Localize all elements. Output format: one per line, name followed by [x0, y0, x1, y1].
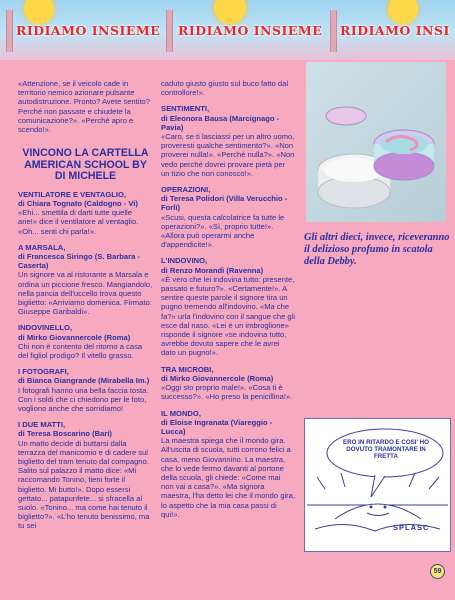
intro-text: «Attenzione, se il veicolo cade in territorio nemico azionare pulsante autodistruzione. Pronto? Avete sentito? Perché non passate e chiudete la comunicazione?». «Perché apro e scendo!».: [18, 79, 150, 135]
banner-divider: [6, 10, 13, 52]
sunset-cartoon: [304, 418, 451, 552]
column-middle: [161, 79, 295, 519]
joke-title: I DUE MATTI,: [18, 420, 66, 430]
joke-author: di Teresa Polidori (Villa Verucchio - Forlì): [161, 194, 288, 213]
perfume-box-photo: [306, 62, 446, 222]
joke-author: di Mirko Giovannercole (Roma): [18, 332, 131, 342]
joke-text: Chi non è contento del ritorno a casa del figliol prodigo? Il vitello grasso.: [18, 341, 143, 360]
joke-author: di Francesca Siringo (S. Barbara - Caserta): [18, 251, 140, 271]
joke-title: A MARSALA,: [18, 242, 66, 252]
contest-title: VINCONO LA CARTELLA AMERICAN SCHOOL BY DI MICHELE: [22, 147, 149, 183]
column-left: [18, 79, 153, 531]
joke-author: di Mirko Giovannercole (Roma): [161, 373, 274, 383]
joke-title: INDOVINELLO,: [18, 323, 73, 333]
joke-author: di Eleonora Bausa (Marcignago - Pavia): [161, 113, 280, 132]
joke-title: L'INDOVINO,: [161, 256, 208, 266]
joke-text: caduto giusto giusto sul buco fatto dal controllore!».: [161, 79, 289, 98]
joke-text: «Ehi... smettila di darti tutte quelle arie!» dice il ventilatore al ventaglio. «Oh... senti chi parla!».: [18, 208, 139, 236]
banner-divider: [166, 10, 173, 52]
joke-title: IL MONDO,: [161, 408, 201, 418]
banner-divider: [330, 10, 337, 52]
prize-caption: [304, 232, 450, 268]
joke-author: di Renzo Morandi (Ravenna): [161, 265, 264, 275]
perfume-box-illustration: [306, 62, 446, 222]
banner-title: RIDIAMO INSI: [340, 23, 450, 38]
joke-text: «Oggi sto proprio male!». «Cosa ti è successo?». «Ho preso la penicillina!».: [161, 383, 293, 402]
joke-text: «Caro, se ti lasciassi per un altro uomo, proveresti qualche sentimento?». «Non proverei nulla!». «Perché nulla?». «Non vedo perché dovrei provare pietà per un tizio che non conosco!».: [161, 132, 295, 178]
joke-title: TRA MICROBI,: [161, 364, 214, 374]
joke-author: di Teresa Boscarino (Bari): [18, 429, 112, 439]
joke-author: di Bianca Giangrande (Mirabella Im.): [18, 376, 150, 386]
page-number: 59: [430, 564, 445, 579]
banner-title: RIDIAMO INSIEME: [178, 23, 323, 38]
splash-sound-text: SPLASC: [393, 523, 430, 532]
joke-title: VENTILATORE E VENTAGLIO,: [18, 189, 127, 199]
joke-title: SENTIMENTI,: [161, 104, 210, 114]
speech-bubble-text: ERO IN RITARDO E COSI' HO DOVUTO TRAMONTARE IN FRETTA: [343, 439, 429, 461]
joke-author: di Chiara Tognato (Caldogno - Vi): [18, 198, 138, 208]
header-banner: [0, 0, 455, 60]
joke-text: I fotografi hanno una bella faccia tosta. Con i soldi che ci chiedono per le foto, vogliono anche che sorridiamo!: [18, 385, 149, 413]
joke-text: «È vero che lei indovina tutto: presente, passato e futuro?». «Certamente!». A sentire queste parole il signore tira un pugno tremendo all'indovino. «Ma che fa?» urla l'indovino con il sangue che gli esce dal naso. «Lei è un imbroglione» risponde il signore «se indovina tutto, avrebbe dovuto sapere che le avrei dato un pugno!».: [161, 274, 296, 358]
joke-title: I FOTOGRAFI,: [18, 367, 69, 377]
joke-text: La maestra spiega che il mondo gira. All'uscita di scuola, tutti corrono felici a casa, meno Giovannino. La maestra, che lo vede fermo davanti al portone della scuola, gli chiede: «Come mai non vai a casa?». «Ma signora maestra, l'ha detto lei che il mondo gira, lo aspetto che la mia casa passi di qui!».: [161, 436, 295, 519]
joke-text: «Scusi, questa calcolatrice fa tutte le operazioni?». «Sì, proprio tutte!». «Allora può operarmi anche d'appendicite!».: [161, 212, 285, 250]
joke-text: Un matto decide di buttarsi dalla terrazza del manicomio e di cadere sul biglietto del tram tenuto dal compagno. Salito sul palazzo il matto dice: «Mi raccomando Tonino, tieni forte il biglietto. Mi butto!». Dopo essersi gettato... patapunfete... si sfracella al suolo. «Tonino... ma come hai tenuto il biglietto?». «L'ho tenuto benissimo, ma tu sei: [18, 438, 150, 531]
banner-title: RIDIAMO INSIEME: [16, 23, 161, 38]
joke-author: di Eloise Ingranata (Viareggio - Lucca): [161, 417, 273, 436]
prize-text: Gli altri dieci, invece, riceveranno il delizioso profumo in scatola della Debby.: [304, 232, 450, 267]
joke-title: OPERAZIONI,: [161, 185, 211, 195]
joke-text: Un signore va al ristorante a Marsala e ordina un piccione fresco. Mangiandolo, nella pancia dell'uccello trova questo biglietto: «Arriviamo domenica. Firmato: Giuseppe Garibaldi».: [18, 270, 153, 317]
